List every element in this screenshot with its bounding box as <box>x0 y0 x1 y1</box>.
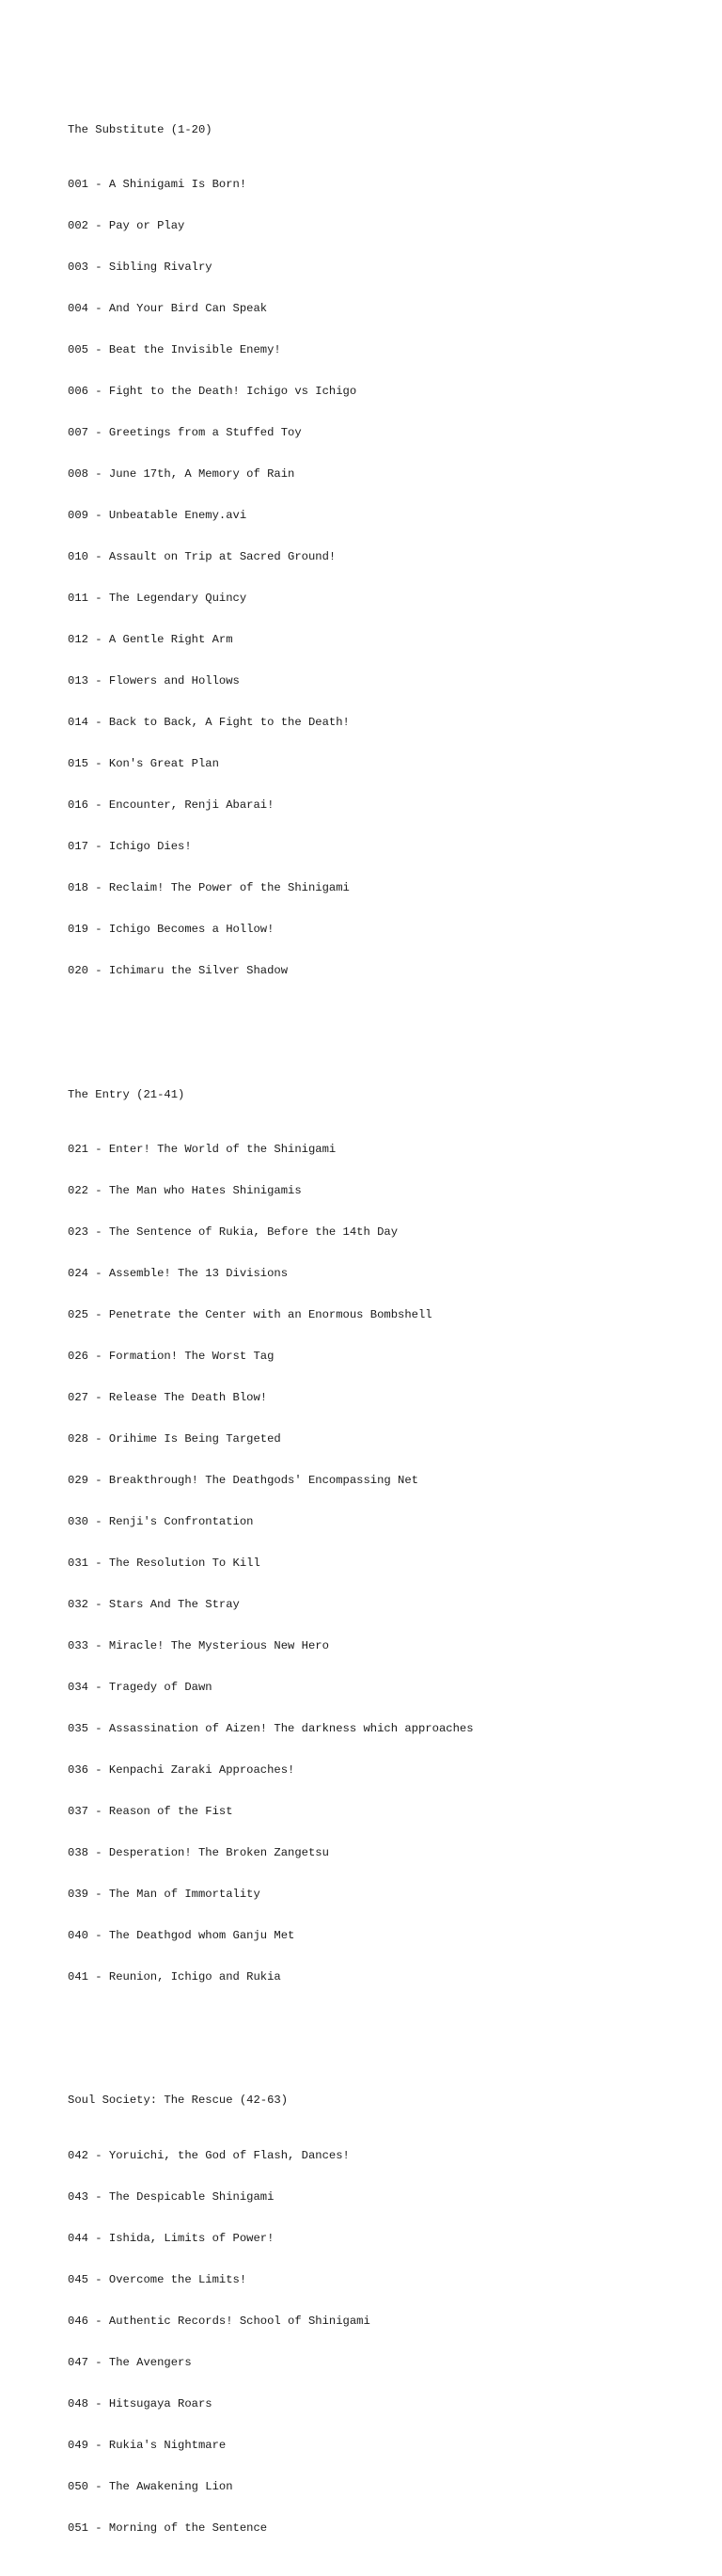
episode-line: 025 - Penetrate the Center with an Enormous Bombshell <box>68 1308 432 1322</box>
episode-line: 011 - The Legendary Quincy <box>68 591 247 605</box>
episode-line: 007 - Greetings from a Stuffed Toy <box>68 426 302 440</box>
document-body <box>68 68 474 2576</box>
episode-line: 013 - Flowers and Hollows <box>68 673 240 687</box>
episode-line: 024 - Assemble! The 13 Divisions <box>68 1267 289 1281</box>
episode-line: 014 - Back to Back, A Fight to the Death! <box>68 715 350 729</box>
section-entry <box>68 1060 474 2011</box>
episode-line: 043 - The Despicable Shinigami <box>68 2189 275 2204</box>
episode-line: 050 - The Awakening Lion <box>68 2479 233 2493</box>
episode-line: 046 - Authentic Records! School of Shinigami <box>68 2314 370 2328</box>
episode-line: 035 - Assassination of Aizen! The darkness which approaches <box>68 1721 474 1735</box>
episode-line: 030 - Renji's Confrontation <box>68 1514 254 1528</box>
episode-line: 016 - Encounter, Renji Abarai! <box>68 798 275 812</box>
episode-line: 023 - The Sentence of Rukia, Before the 14th Day <box>68 1225 399 1240</box>
episode-line: 041 - Reunion, Ichigo and Rukia <box>68 1969 281 1983</box>
episode-line: 044 - Ishida, Limits of Power! <box>68 2231 275 2245</box>
episode-line: 027 - Release The Death Blow! <box>68 1390 268 1404</box>
episode-line: 018 - Reclaim! The Power of the Shinigami <box>68 880 350 894</box>
section-title: The Substitute (1-20) <box>68 122 212 136</box>
episode-line: 003 - Sibling Rivalry <box>68 261 212 275</box>
episode-line: 040 - The Deathgod whom Ganju Met <box>68 1928 295 1942</box>
episode-line: 008 - June 17th, A Memory of Rain <box>68 467 295 482</box>
episode-line: 032 - Stars And The Stray <box>68 1597 240 1611</box>
section-title: Soul Society: The Rescue (42-63) <box>68 2094 289 2108</box>
episode-line: 033 - Miracle! The Mysterious New Hero <box>68 1638 329 1652</box>
episode-line: 004 - And Your Bird Can Speak <box>68 302 268 316</box>
episode-line: 005 - Beat the Invisible Enemy! <box>68 343 281 357</box>
episode-line: 029 - Breakthrough! The Deathgods' Encompassing Net <box>68 1473 418 1487</box>
episode-line: 020 - Ichimaru the Silver Shadow <box>68 963 289 977</box>
episode-line: 034 - Tragedy of Dawn <box>68 1680 212 1694</box>
episode-line: 006 - Fight to the Death! Ichigo vs Ichigo <box>68 385 357 399</box>
episode-line: 031 - The Resolution To Kill <box>68 1556 260 1570</box>
episode-line: 015 - Kon's Great Plan <box>68 756 219 770</box>
episode-line: 051 - Morning of the Sentence <box>68 2521 268 2535</box>
episode-line: 049 - Rukia's Nightmare <box>68 2438 227 2452</box>
episode-line: 022 - The Man who Hates Shinigamis <box>68 1184 302 1198</box>
episode-line: 036 - Kenpachi Zaraki Approaches! <box>68 1762 295 1777</box>
section-substitute <box>68 95 474 1004</box>
episode-line: 019 - Ichigo Becomes a Hollow! <box>68 922 275 936</box>
episode-line: 047 - The Avengers <box>68 2355 192 2369</box>
section-title: The Entry (21-41) <box>68 1087 185 1101</box>
episode-line: 002 - Pay or Play <box>68 219 185 233</box>
episode-line: 038 - Desperation! The Broken Zangetsu <box>68 1845 329 1859</box>
episode-line: 012 - A Gentle Right Arm <box>68 632 233 646</box>
episode-line: 021 - Enter! The World of the Shinigami <box>68 1143 337 1157</box>
episode-line: 042 - Yoruichi, the God of Flash, Dances! <box>68 2149 350 2163</box>
episode-line: 039 - The Man of Immortality <box>68 1887 260 1901</box>
episode-line: 028 - Orihime Is Being Targeted <box>68 1431 281 1446</box>
episode-line: 009 - Unbeatable Enemy.avi <box>68 508 247 522</box>
episode-line: 010 - Assault on Trip at Sacred Ground! <box>68 549 337 563</box>
episode-line: 026 - Formation! The Worst Tag <box>68 1349 275 1363</box>
episode-line: 037 - Reason of the Fist <box>68 1804 233 1818</box>
episode-line: 048 - Hitsugaya Roars <box>68 2396 212 2410</box>
episode-line: 017 - Ichigo Dies! <box>68 839 192 853</box>
section-soul-society-rescue <box>68 2066 474 2563</box>
episode-line: 045 - Overcome the Limits! <box>68 2272 247 2286</box>
episode-line: 001 - A Shinigami Is Born! <box>68 178 247 192</box>
